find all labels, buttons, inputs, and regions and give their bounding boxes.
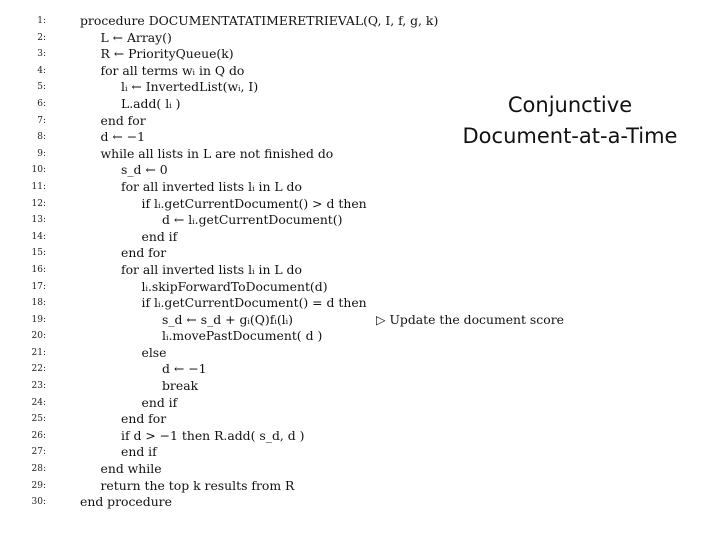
algorithm-line xyxy=(24,30,544,47)
algorithm-line xyxy=(24,378,544,395)
code-text: while all lists in L are not finished do xyxy=(100,145,334,161)
slide-title-line-1: Conjunctive xyxy=(507,93,633,117)
code-text: lᵢ ← InvertedList(wᵢ, I) xyxy=(121,79,259,95)
code-text: L.add( lᵢ ) xyxy=(121,95,181,111)
line-number: 12: xyxy=(31,198,46,209)
code-text: else xyxy=(141,344,167,360)
algorithm-line xyxy=(24,311,564,329)
algorithm-line xyxy=(24,444,544,461)
code-text: end if xyxy=(141,394,178,410)
algorithm-line xyxy=(24,345,544,362)
algorithm-line xyxy=(24,395,544,412)
algorithm-line xyxy=(24,162,544,179)
line-number: 5: xyxy=(37,82,46,93)
algorithm-line xyxy=(24,478,544,495)
code-text: end if xyxy=(121,444,157,460)
code-text: s_d ← 0 xyxy=(121,162,168,178)
line-number: 11: xyxy=(31,181,46,192)
algorithm-listing xyxy=(24,13,564,511)
code-comment: ▷ Update the document score xyxy=(376,311,564,327)
code-text: d ← −1 xyxy=(162,361,207,377)
line-number: 9: xyxy=(37,148,46,159)
code-text: end procedure xyxy=(80,494,172,510)
code-text: if lᵢ.getCurrentDocument() = d then xyxy=(141,295,367,311)
code-text: procedure DOCUMENTATATIMERETRIEVAL(Q, I, f, g, k) xyxy=(80,13,439,28)
code-text: break xyxy=(162,378,199,394)
line-number: 29: xyxy=(31,480,46,491)
code-text: lᵢ.skipForwardToDocument(d) xyxy=(141,278,328,294)
algorithm-line xyxy=(24,428,544,445)
algorithm-line xyxy=(24,212,544,229)
slide-title xyxy=(450,90,690,152)
line-number: 20: xyxy=(31,331,46,342)
algorithm-line xyxy=(24,229,544,246)
algorithm-line xyxy=(24,411,544,428)
algorithm-line xyxy=(24,13,544,30)
line-number: 8: xyxy=(37,132,46,143)
code-text: for all inverted lists lᵢ in L do xyxy=(121,261,302,277)
algorithm-line xyxy=(24,63,544,80)
code-text: return the top k results from R xyxy=(100,477,295,493)
algorithm-line xyxy=(24,196,544,213)
line-number: 28: xyxy=(31,464,46,475)
line-number: 10: xyxy=(31,165,46,176)
line-number: 2: xyxy=(37,32,46,43)
algorithm-line xyxy=(24,361,544,378)
line-number: 18: xyxy=(31,298,46,309)
code-text: s_d ← s_d + gᵢ(Q)fᵢ(lᵢ) xyxy=(162,311,293,327)
line-number: 26: xyxy=(31,430,46,441)
slide-title-line-2: Document-at-a-Time xyxy=(462,124,678,148)
line-number: 16: xyxy=(31,264,46,275)
algorithm-line xyxy=(24,494,544,511)
line-number: 6: xyxy=(37,98,46,109)
line-number: 19: xyxy=(31,314,46,325)
line-number: 1: xyxy=(37,16,46,26)
line-number: 25: xyxy=(31,414,46,425)
algorithm-line xyxy=(24,46,544,63)
code-text: end for xyxy=(121,245,167,261)
algorithm-line xyxy=(24,328,544,345)
code-text: end while xyxy=(100,461,162,477)
code-text: L ← Array() xyxy=(100,29,172,45)
code-text: lᵢ.movePastDocument( d ) xyxy=(162,328,323,344)
algorithm-line xyxy=(24,179,544,196)
code-text: d ← −1 xyxy=(100,129,145,145)
line-number: 7: xyxy=(37,115,46,126)
algorithm-line xyxy=(24,461,544,478)
algorithm-line xyxy=(24,262,544,279)
line-number: 15: xyxy=(31,248,46,259)
code-text: for all inverted lists lᵢ in L do xyxy=(121,178,302,194)
code-text: for all terms wᵢ in Q do xyxy=(100,62,245,78)
line-number: 17: xyxy=(31,281,46,292)
line-number: 30: xyxy=(31,497,46,508)
line-number: 24: xyxy=(31,397,46,408)
code-text: end for xyxy=(121,411,167,427)
line-number: 22: xyxy=(31,364,46,375)
line-number: 21: xyxy=(31,347,46,358)
algorithm-line xyxy=(24,295,544,312)
code-text: end if xyxy=(141,228,178,244)
line-number: 3: xyxy=(37,49,46,60)
code-text: d ← lᵢ.getCurrentDocument() xyxy=(162,212,343,228)
code-text: if lᵢ.getCurrentDocument() > d then xyxy=(141,195,367,211)
code-text: R ← PriorityQueue(k) xyxy=(100,46,234,62)
algorithm-line xyxy=(24,279,544,296)
code-text: if d > −1 then R.add( s_d, d ) xyxy=(121,427,305,443)
line-number: 4: xyxy=(37,65,46,76)
algorithm-line xyxy=(24,245,544,262)
line-number: 13: xyxy=(31,215,46,226)
line-number: 27: xyxy=(31,447,46,458)
line-number: 23: xyxy=(31,381,46,392)
line-number: 14: xyxy=(31,231,46,242)
code-text: end for xyxy=(100,112,146,128)
